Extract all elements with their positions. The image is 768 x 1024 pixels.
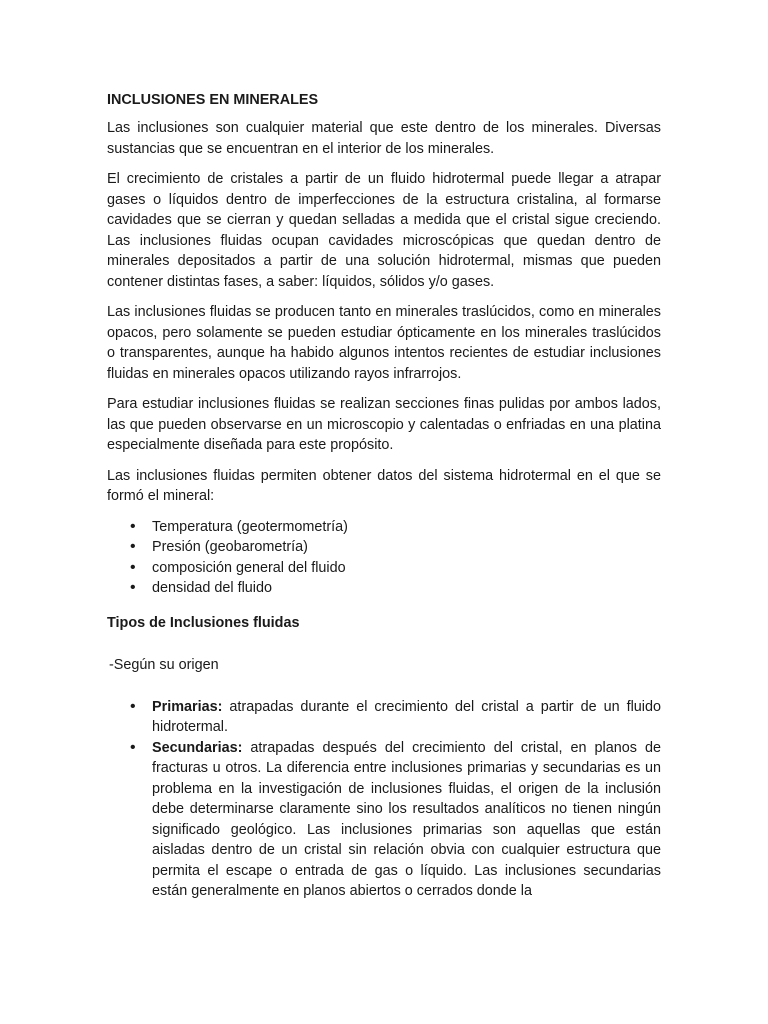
- paragraph-crystal-growth: El crecimiento de cristales a partir de un fluido hidrotermal puede llegar a atrapar gases o líquidos dentro de imperfecciones de la estructura cristalina, al formarse cavidades que se cierran y quedan selladas a medida que el cristal sigue creciendo. Las inclusiones fluidas ocupan cavidades microscópicas que quedan dentro de minerales depositados a partir de una solución hidrotermal, mismas que pueden contener distintas fases, a saber: líquidos, sólidos y/o gases.: [107, 171, 661, 290]
- list-item: • Presión (geobarometría): [152, 537, 661, 558]
- paragraph-translucent-minerals: Las inclusiones fluidas se producen tanto en minerales traslúcidos, como en minerales opacos, pero solamente se pueden estudiar ópticamente en los minerales traslúcidos o transparentes, aunque ha habido algunos intentos recientes de estudiar inclusiones fluidas en minerales opacos utilizando rayos infrarrojos.: [107, 304, 661, 382]
- type-term: Secundarias:: [152, 739, 243, 756]
- data-list: [107, 517, 661, 599]
- list-item: • composición general del fluido: [152, 558, 661, 579]
- type-description: atrapadas después del crecimiento del cristal, en planos de fracturas u otros. La diferencia entre inclusiones primarias y secundarias es un problema en la investigación de inclusiones fluidas, el origen de la inclusión debe determinarse claramente sino los resultados analíticos no tienen ningún significado geológico. Las inclusiones primarias son aquellas que están aisladas dentro de un cristal sin relación obvia con cualquier estructura que permita el escape o entrada de gas o líquido. Las inclusiones secundarias están generalmente en planos abiertos o cerrados donde la: [152, 739, 661, 899]
- type-description: atrapadas durante el crecimiento del cristal a partir de un fluido hidrotermal.: [152, 698, 661, 735]
- types-list: [107, 697, 661, 902]
- type-item-secondary: [152, 738, 661, 902]
- paragraph-definition: Las inclusiones son cualquier material que este dentro de los minerales. Diversas sustancias que se encuentran en el interior de los minerales.: [107, 120, 661, 157]
- type-term: Primarias:: [152, 698, 223, 715]
- paragraph-data-intro: Las inclusiones fluidas permiten obtener datos del sistema hidrotermal en el que se formó el mineral:: [107, 467, 661, 504]
- type-item-primary: [152, 697, 661, 738]
- section-heading-types: Tipos de Inclusiones fluidas: [107, 614, 300, 631]
- paragraph-study-method: Para estudiar inclusiones fluidas se realizan secciones finas pulidas por ambos lados, las que pueden observarse en un microscopio y calentadas o enfriadas en una platina especialmente diseñada para este propósito.: [107, 396, 661, 453]
- list-item: • Temperatura (geotermometría): [152, 517, 661, 538]
- document-title: INCLUSIONES EN MINERALES: [107, 92, 319, 108]
- list-item: • densidad del fluido: [152, 578, 661, 599]
- origin-label: -Según su origen: [109, 656, 219, 673]
